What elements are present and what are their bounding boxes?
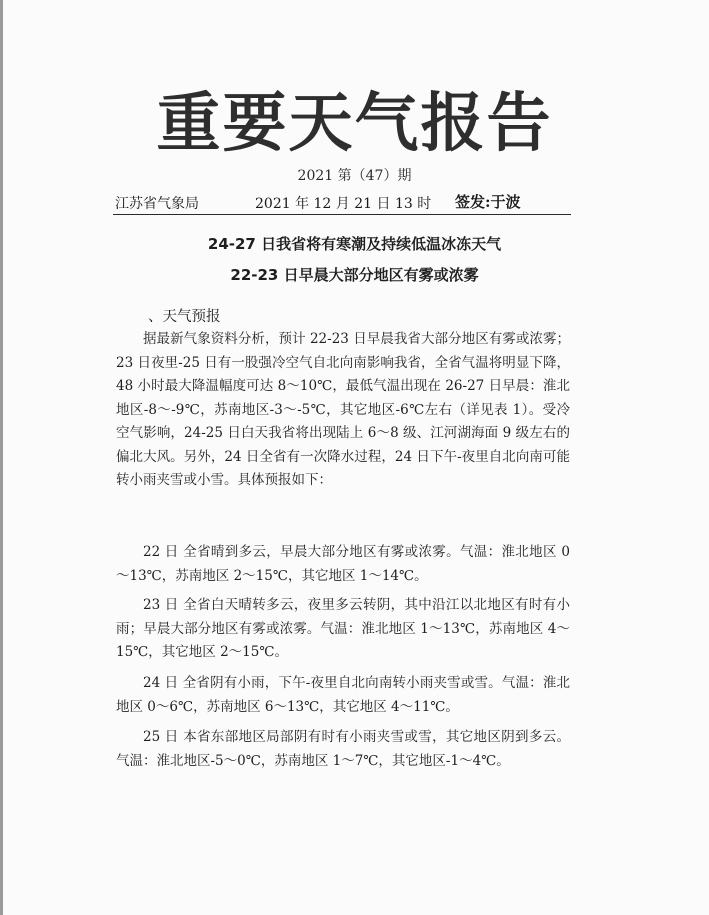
header-divider (113, 214, 571, 215)
section-heading-forecast: 、天气预报 (148, 309, 221, 325)
headline-fog: 22-23 日早晨大部分地区有雾或浓雾 (230, 266, 479, 284)
paragraph-summary: 据最新气象资料分析，预计 22-23 日早晨我省大部分地区有雾或浓雾；23 日夜里-25 日有一股强冷空气自北向南影响我省，全省气温将明显下降，48 小时最大降温幅度可达 8～10℃，最低气温出现在 26-27 日早晨：淮北地区-8～-9℃，苏南地区-3～-5℃，其它地区-6℃左右（详见表 1）。受冷空气影响，24-25 日白天我省将出现陆上 6～8 级、江河湖海面 9 级左右的偏北大风。另外，24 日全省有一次降水过程，24 日下午-夜里自北向南可能转小雨夹雪或小雪。具体预报如下： (116, 331, 570, 488)
paragraph-day-24: 24 日 全省阴有小雨，下午-夜里自北向南转小雨夹雪或雪。气温：淮北地区 0～6℃，苏南地区 6～13℃，其它地区 4～11℃。 (116, 675, 570, 715)
paragraph-day-23: 23 日 全省白天晴转多云，夜里多云转阴，其中沿江以北地区有时有小雨；早晨大部分地区有雾或浓雾。气温：淮北地区 1～13℃，苏南地区 4～15℃，其它地区 2～15℃。 (116, 597, 570, 660)
issuing-agency: 江苏省气象局 (115, 196, 199, 212)
report-title: 重要天气报告 (156, 87, 553, 161)
paragraph-day-25: 25 日 本省东部地区局部阴有时有小雨夹雪或雪，其它地区阴到多云。气温：淮北地区-5～0℃，苏南地区 1～7℃，其它地区-1～4℃。 (116, 729, 570, 769)
issue-datetime: 2021 年 12 月 21 日 13 时 (255, 196, 432, 212)
signer: 签发:于波 (455, 193, 521, 211)
paragraph-day-22: 22 日 全省晴到多云，早晨大部分地区有雾或浓雾。气温：淮北地区 0～13℃，苏南地区 2～15℃，其它地区 1～14℃。 (116, 544, 570, 584)
headline-cold-wave: 24-27 日我省将有寒潮及持续低温冰冻天气 (207, 235, 502, 253)
issue-number: 2021 第（47）期 (297, 168, 412, 184)
issuer-row (115, 191, 545, 215)
